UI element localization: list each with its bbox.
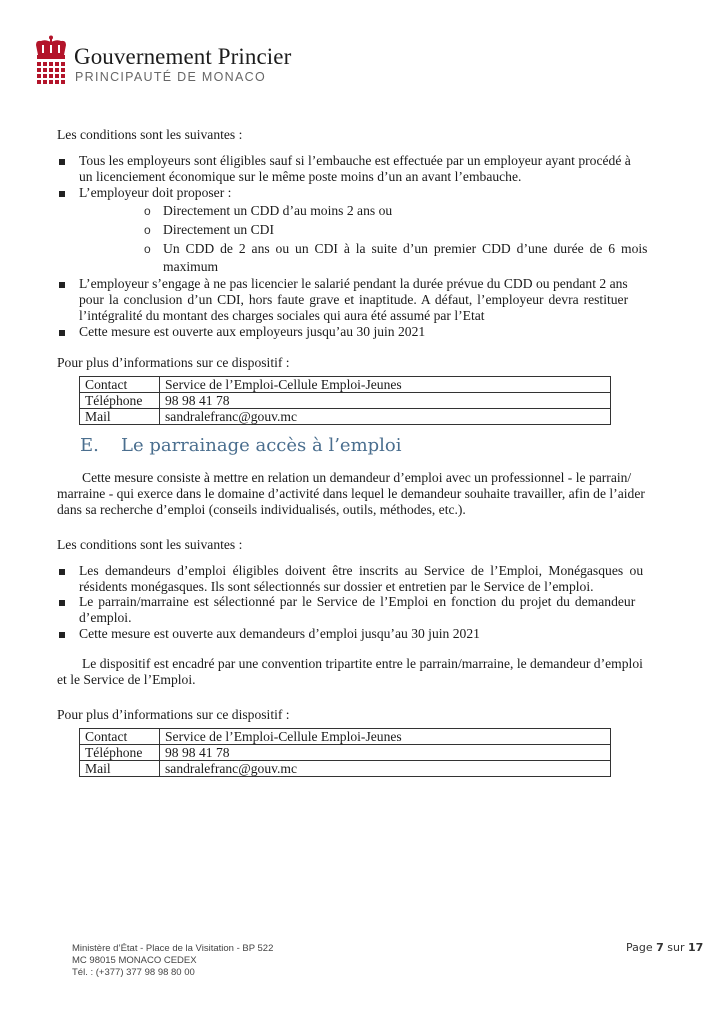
phone-value: 98 98 41 78 xyxy=(160,745,611,761)
table-row xyxy=(80,377,611,393)
intro-line: marraine - qui exerce dans le domaine d’activité dans lequel le demandeur souhaite travailler, afin de l’aider xyxy=(57,486,645,501)
section-number: E. xyxy=(80,435,99,456)
sub-bullet-icon: o xyxy=(144,223,151,237)
bullet-icon xyxy=(59,191,65,197)
footer-phone-line: Tél. : (+377) 377 98 98 80 00 xyxy=(72,967,195,978)
bullet-icon xyxy=(59,600,65,606)
intro-line: Cette mesure consiste à mettre en relation un demandeur d’emploi avec un professionnel - le parrain/ xyxy=(82,470,632,485)
condition-item-line: l’intégralité du montant des charges sociales qui aura été assumé par l’Etat xyxy=(79,308,485,323)
page-current: 7 xyxy=(656,941,664,954)
condition-item-line: pour la conclusion d’un CDI, hors faute grave et inaptitude. A défaut, l’employeur devra restituer xyxy=(79,292,629,307)
page-sep: sur xyxy=(667,941,685,954)
sub-bullet-icon: o xyxy=(144,204,151,218)
organization-title: Gouvernement Princier xyxy=(74,44,292,69)
mail-label: Mail xyxy=(80,761,160,777)
condition-item-line: Cette mesure est ouverte aux demandeurs d’emploi jusqu’au 30 juin 2021 xyxy=(79,626,480,641)
sub-item-line: Directement un CDI xyxy=(163,222,274,237)
table-row xyxy=(80,409,611,425)
footer-address-line: MC 98015 MONACO CEDEX xyxy=(72,955,197,966)
phone-value: 98 98 41 78 xyxy=(160,393,611,409)
sub-bullet-icon: o xyxy=(144,242,151,256)
phone-label: Téléphone xyxy=(80,393,160,409)
contact-label: Contact xyxy=(80,377,160,393)
bullet-icon xyxy=(59,282,65,288)
page-number xyxy=(626,941,703,954)
page-total: 17 xyxy=(688,941,704,954)
table-row xyxy=(80,393,611,409)
intro-line: dans sa recherche d’emploi (conseils individualisés, outils, méthodes, etc.). xyxy=(57,502,466,517)
condition-item-line: Les demandeurs d’emploi éligibles doivent être inscrits au Service de l’Emploi, Monégasques ou xyxy=(79,563,644,578)
conditions-intro: Les conditions sont les suivantes : xyxy=(57,127,243,142)
condition-item-line: Le parrain/marraine est sélectionné par le Service de l’Emploi en fonction du projet du demandeur xyxy=(79,594,636,609)
table-row xyxy=(80,729,611,745)
condition-item-line: Tous les employeurs sont éligibles sauf si l’embauche est effectuée par un employeur ayant procédé à xyxy=(79,153,631,168)
contact-value: Service de l’Emploi-Cellule Emploi-Jeunes xyxy=(160,377,611,393)
sub-item-line: Directement un CDD d’au moins 2 ans ou xyxy=(163,203,393,218)
framework-line: Le dispositif est encadré par une convention tripartite entre le parrain/marraine, le demandeur d’emploi xyxy=(82,656,643,671)
footer-address-line: Ministère d’État - Place de la Visitation - BP 522 xyxy=(72,943,274,954)
monaco-crown-crest-icon xyxy=(33,35,69,85)
conditions-intro: Les conditions sont les suivantes : xyxy=(57,537,243,552)
bullet-icon xyxy=(59,330,65,336)
framework-line: et le Service de l’Emploi. xyxy=(57,672,196,687)
condition-item-line: L’employeur s’engage à ne pas licencier le salarié pendant la durée prévue du CDD ou pendant 2 ans xyxy=(79,276,628,291)
contact-value: Service de l’Emploi-Cellule Emploi-Jeunes xyxy=(160,729,611,745)
condition-item-line: Cette mesure est ouverte aux employeurs jusqu’au 30 juin 2021 xyxy=(79,324,426,339)
page-label: Page xyxy=(626,941,653,954)
table-row xyxy=(80,745,611,761)
mail-link[interactable]: sandralefranc@gouv.mc xyxy=(160,409,611,425)
mail-link[interactable]: sandralefranc@gouv.mc xyxy=(160,761,611,777)
condition-item-line: un licenciement économique sur le même poste moins d’un an avant l’embauche. xyxy=(79,169,522,184)
bullet-icon xyxy=(59,632,65,638)
bullet-icon xyxy=(59,569,65,575)
more-info-label: Pour plus d’informations sur ce dispositif : xyxy=(57,707,290,722)
condition-item-line: L’employeur doit proposer : xyxy=(79,185,232,200)
more-info-label: Pour plus d’informations sur ce dispositif : xyxy=(57,355,290,370)
sub-item-line: Un CDD de 2 ans ou un CDI à la suite d’un premier CDD d’une durée de 6 mois xyxy=(163,241,648,256)
organization-subtitle: PRINCIPAUTÉ DE MONACO xyxy=(75,70,266,84)
condition-item-line: d’emploi. xyxy=(79,610,132,625)
bullet-icon xyxy=(59,159,65,165)
table-row xyxy=(80,761,611,777)
contact-label: Contact xyxy=(80,729,160,745)
contact-table xyxy=(79,376,611,425)
phone-label: Téléphone xyxy=(80,745,160,761)
mail-label: Mail xyxy=(80,409,160,425)
section-title: Le parrainage accès à l’emploi xyxy=(121,435,402,456)
contact-table xyxy=(79,728,611,777)
condition-item-line: résidents monégasques. Ils sont sélectionnés sur dossier et entretien par le Service de l’emploi. xyxy=(79,579,594,594)
sub-item-line: maximum xyxy=(163,259,219,274)
